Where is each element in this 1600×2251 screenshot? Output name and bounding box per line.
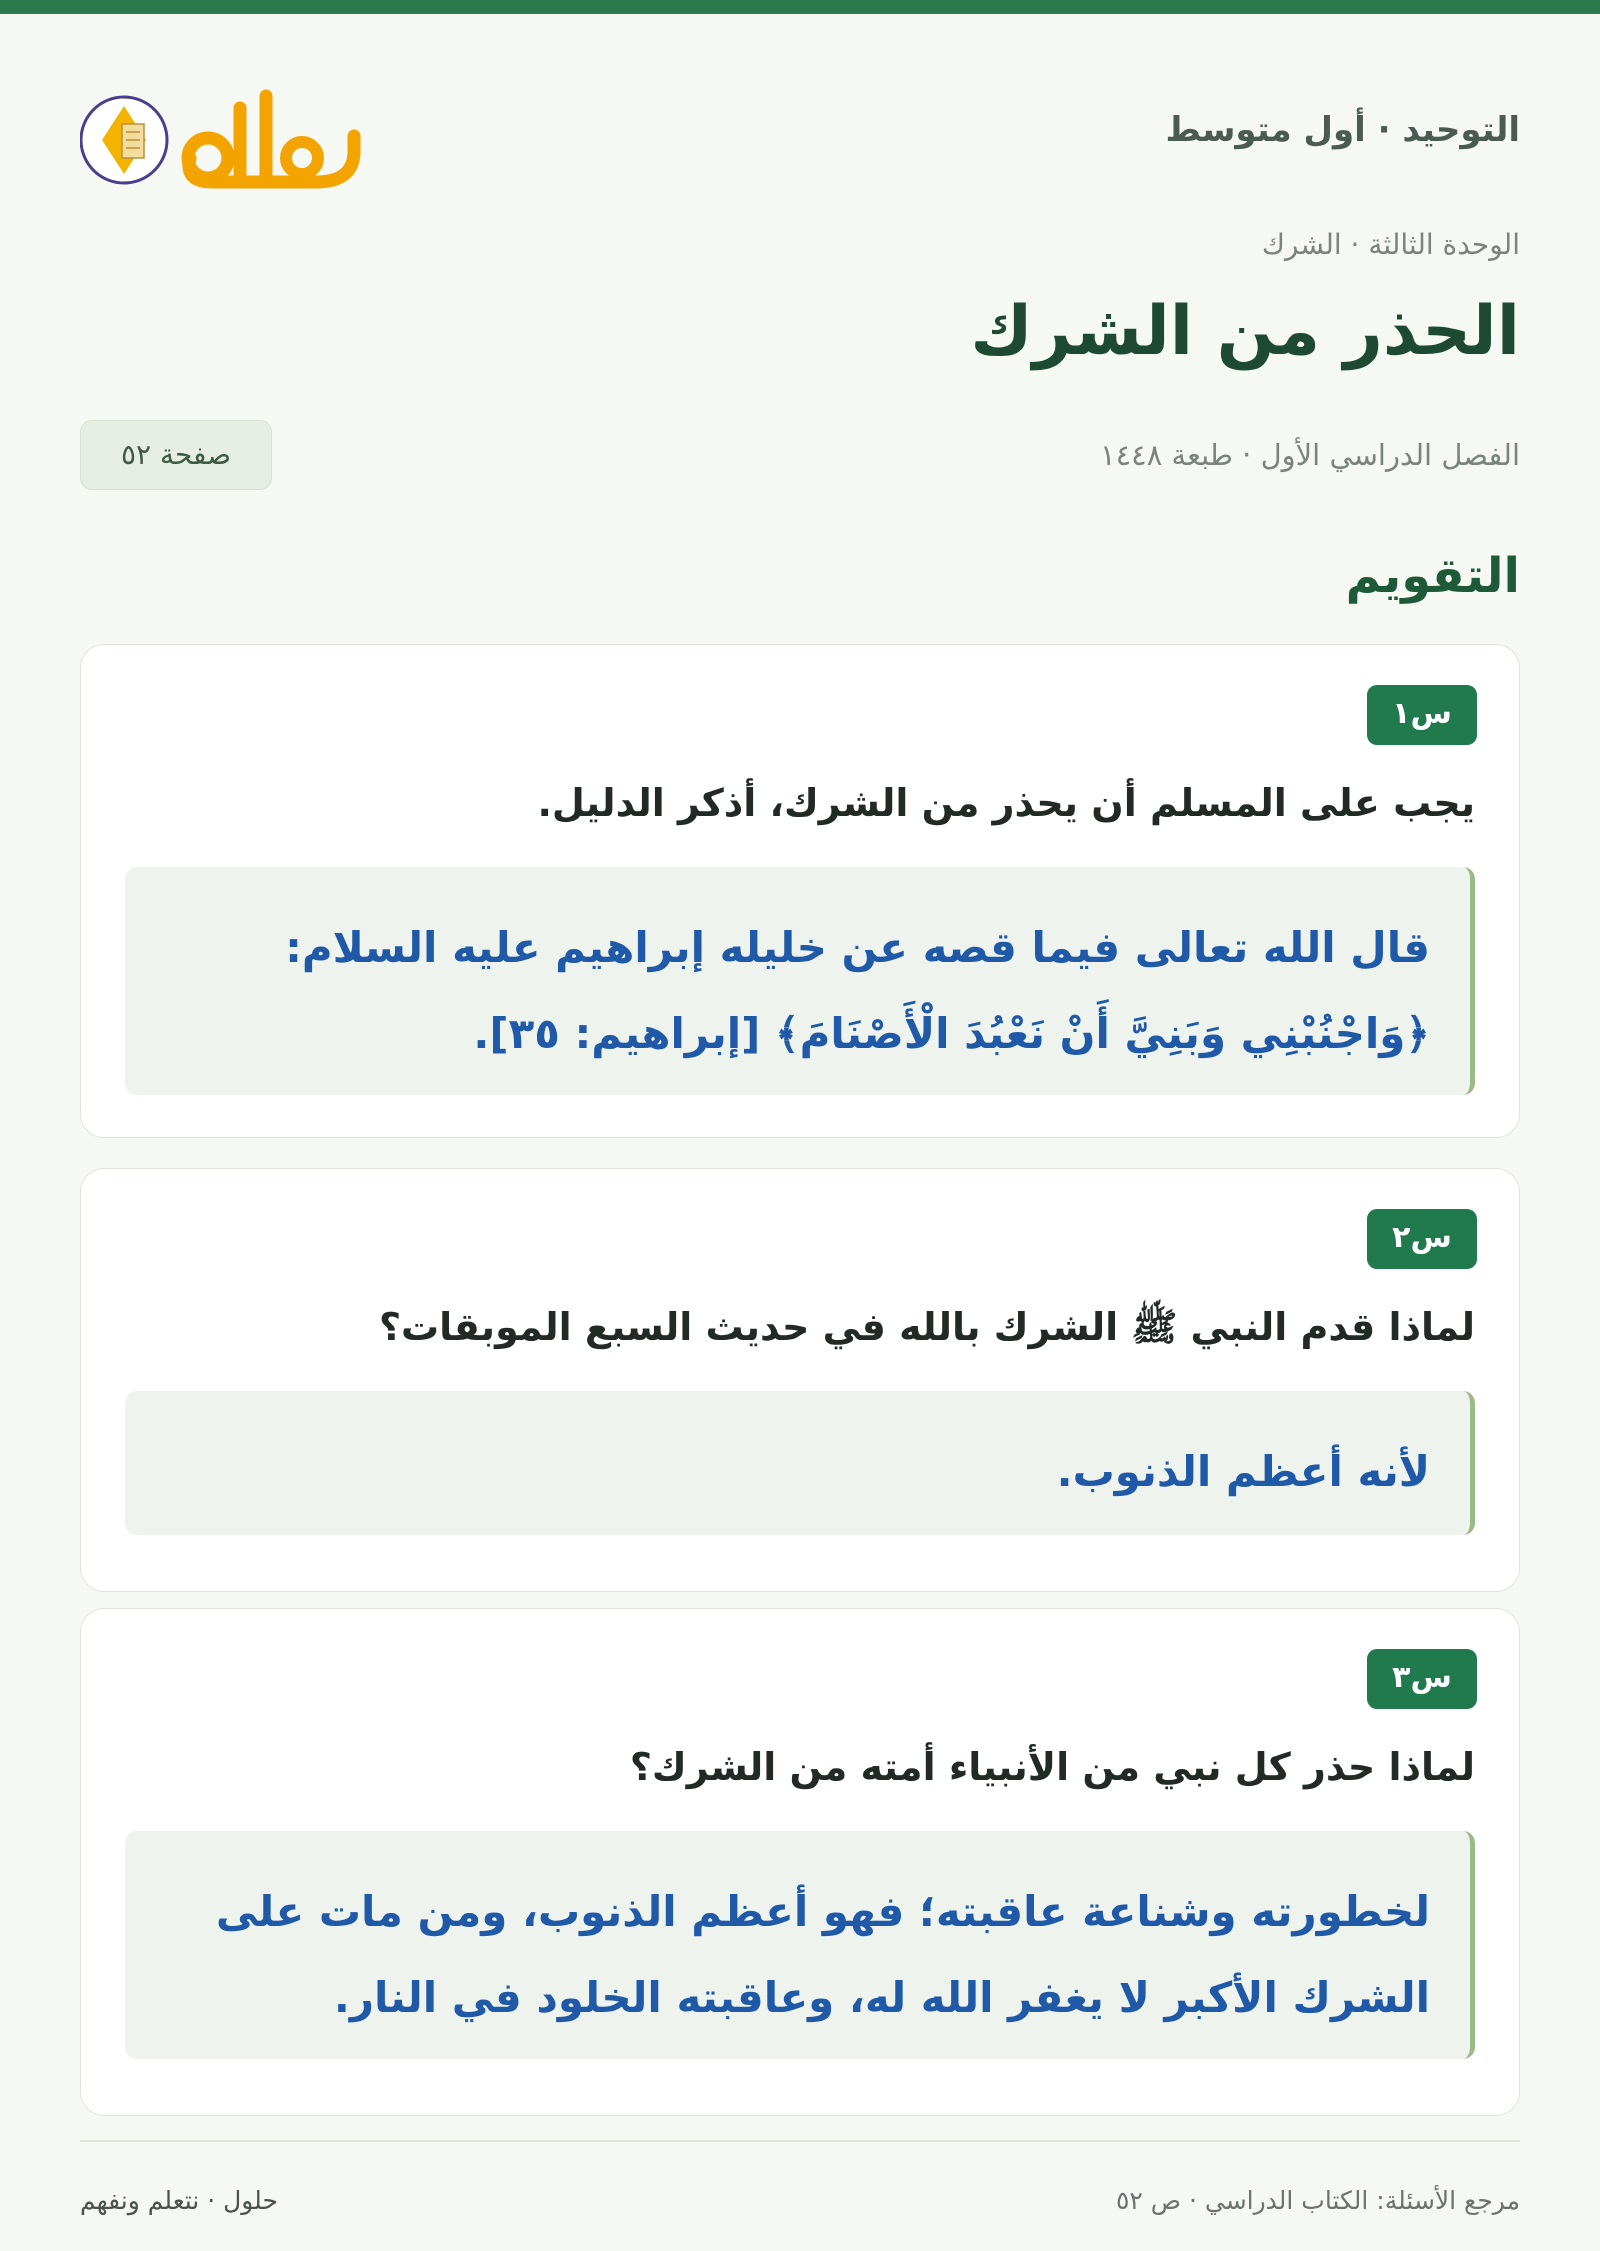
question-number-badge: س٢ — [1367, 1209, 1477, 1269]
page-header — [80, 64, 1520, 194]
page-number-badge: صفحة ٥٢ — [80, 420, 272, 490]
page-title: الحذر من الشرك — [970, 292, 1520, 371]
question-text: لماذا قدم النبي ﷺ الشرك بالله في حديث السبع الموبقات؟ — [378, 1305, 1475, 1349]
footer-reference: مرجع الأسئلة: الكتاب الدراسي · ص ٥٢ — [1115, 2186, 1520, 2215]
footer-brand: حلول · نتعلم ونفهم — [80, 2186, 278, 2215]
edition-info: الفصل الدراسي الأول · طبعة ١٤٤٨ — [1100, 438, 1520, 472]
section-title: التقويم — [1345, 548, 1520, 604]
hloul-logo[interactable] — [80, 80, 370, 190]
subject-grade: التوحيد · أول متوسط — [1165, 110, 1520, 150]
answer-line: لخطورته وشناعة عاقبته؛ فهو أعظم الذنوب، ومن مات على — [215, 1887, 1430, 1936]
answer-box — [125, 867, 1475, 1095]
question-card-1 — [80, 644, 1520, 1138]
question-card-2 — [80, 1168, 1520, 1592]
answer-line: ﴿وَاجْنُبْنِي وَبَنِيَّ أَنْ نَعْبُدَ الْأَصْنَامَ﴾ [إبراهيم: ٣٥]. — [473, 1009, 1430, 1058]
answer-line: لأنه أعظم الذنوب. — [1056, 1447, 1430, 1496]
footer-divider — [80, 2140, 1520, 2142]
breadcrumb: الوحدة الثالثة · الشرك — [1261, 228, 1520, 261]
top-accent-bar — [0, 0, 1600, 14]
question-card-3 — [80, 1608, 1520, 2116]
answer-line: الشرك الأكبر لا يغفر الله له، وعاقبته الخلود في النار. — [333, 1973, 1430, 2022]
question-number-badge: س٣ — [1367, 1649, 1477, 1709]
question-text: يجب على المسلم أن يحذر من الشرك، أذكر الدليل. — [537, 781, 1475, 825]
question-number-badge: س١ — [1367, 685, 1477, 745]
question-text: لماذا حذر كل نبي من الأنبياء أمته من الشرك؟ — [629, 1745, 1475, 1789]
answer-box — [125, 1391, 1475, 1535]
answer-line: قال الله تعالى فيما قصه عن خليله إبراهيم عليه السلام: — [285, 923, 1430, 972]
answer-box — [125, 1831, 1475, 2059]
